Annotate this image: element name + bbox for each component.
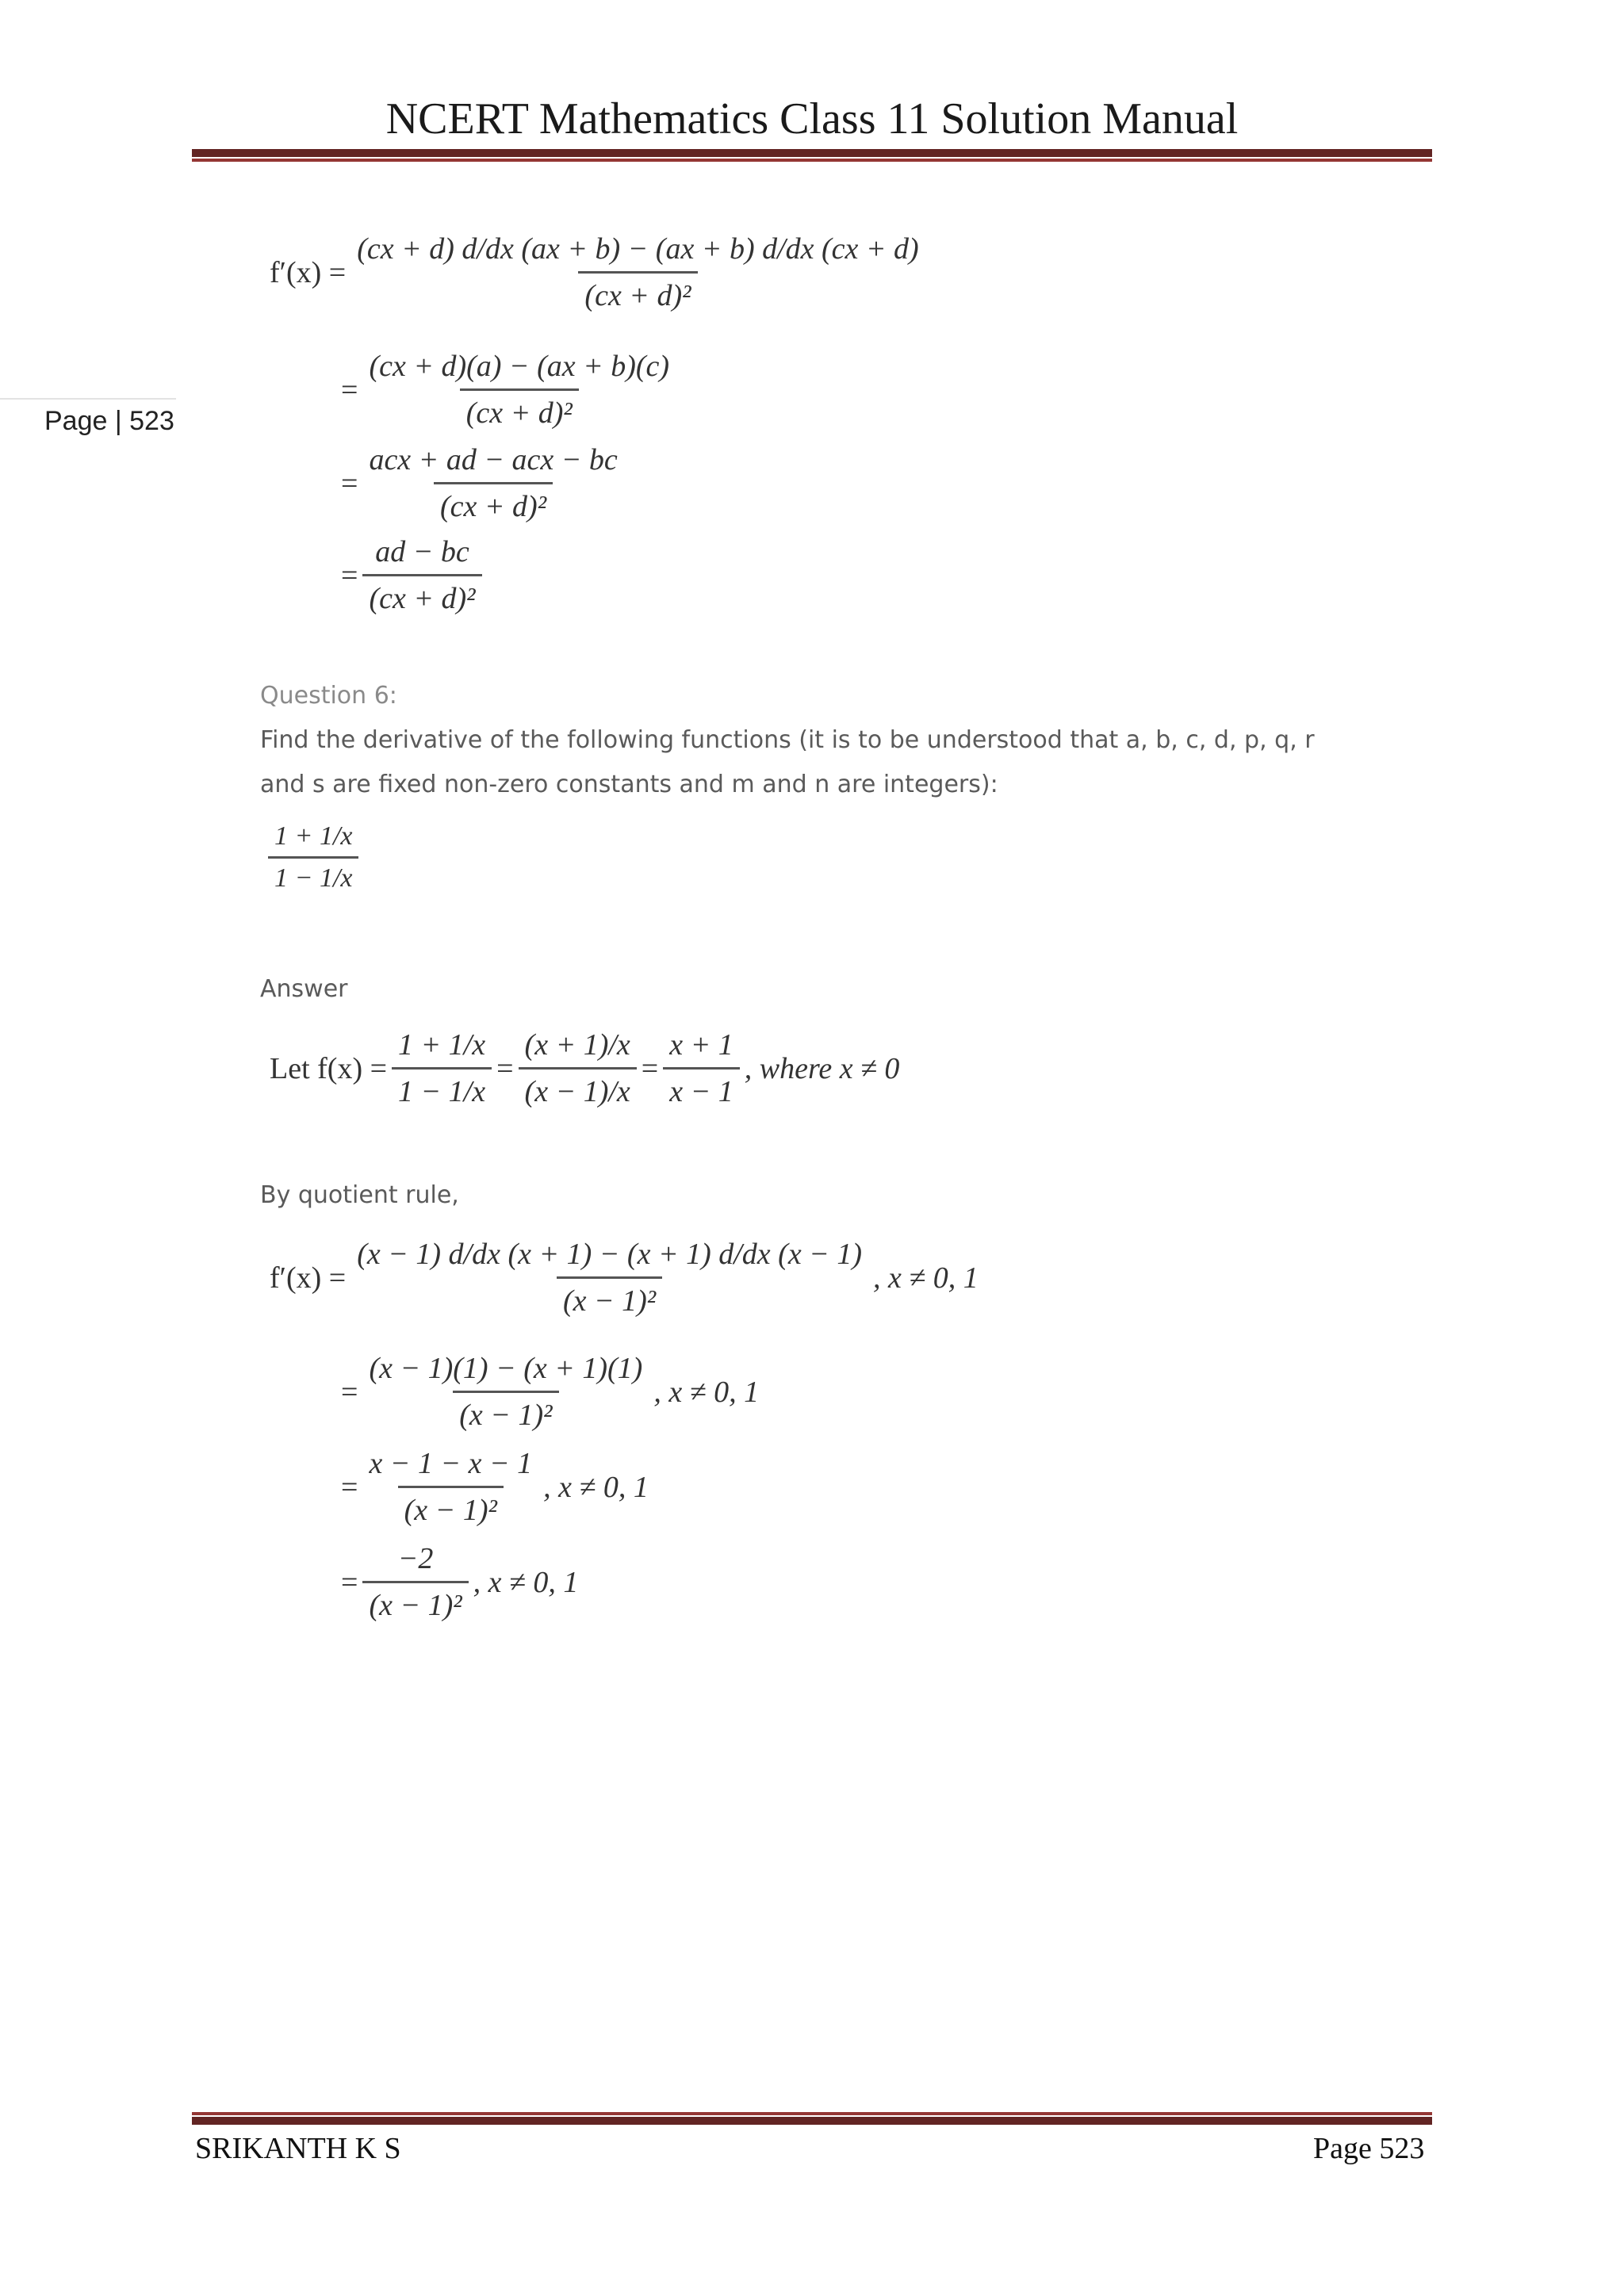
equals-sign: = [341, 1375, 358, 1409]
equals-sign: = [341, 466, 358, 500]
block1-step4-denominator: (cx + d)² [362, 574, 481, 616]
question-function-denominator: 1 − 1/x [268, 856, 358, 894]
answer-fraction-1-numerator: 1 + 1/x [398, 1028, 486, 1062]
answer-label: Answer [260, 975, 348, 1003]
block2-step3 [341, 1446, 649, 1528]
quotient-rule-label: By quotient rule, [260, 1181, 459, 1209]
question-function-numerator: 1 + 1/x [274, 821, 353, 851]
block2-step4-denominator: (x − 1)² [362, 1581, 468, 1623]
margin-divider [0, 398, 176, 400]
block2-step3-denominator: (x − 1)² [398, 1486, 504, 1528]
block2-step2-numerator: (x − 1)(1) − (x + 1)(1) [369, 1352, 643, 1385]
block1-step2-numerator: (cx + d)(a) − (ax + b)(c) [369, 350, 670, 383]
equals-sign: = [496, 1051, 514, 1085]
answer-fraction-1 [392, 1027, 492, 1109]
block1-step1-fraction [350, 232, 925, 313]
block1-lhs: f′(x) = [270, 255, 347, 289]
answer-fraction-3-denominator: x − 1 [663, 1067, 740, 1109]
block2-step4-numerator: −2 [397, 1542, 434, 1575]
margin-page-label: Page | 523 [44, 406, 174, 436]
block2-lhs: f′(x) = [270, 1261, 347, 1295]
answer-fraction-3 [663, 1027, 740, 1109]
block2-step3-fraction [362, 1446, 538, 1528]
block2-step2-fraction [362, 1351, 649, 1433]
answer-fraction-2 [519, 1027, 637, 1109]
header-rule-thick [192, 149, 1432, 157]
block2-condition: , x ≠ 0, 1 [473, 1565, 579, 1599]
block2-step2-denominator: (x − 1)² [453, 1391, 558, 1433]
answer-fraction-2-numerator: (x + 1)/x [524, 1028, 630, 1062]
block2-step1-denominator: (x − 1)² [557, 1276, 662, 1318]
block1-step1 [270, 232, 930, 313]
block1-step2-fraction [362, 349, 676, 430]
answer-fraction-1-denominator: 1 − 1/x [392, 1067, 492, 1109]
block2-step1 [270, 1237, 979, 1318]
question-function-fraction [268, 821, 358, 894]
question-text-line1: Find the derivative of the following functions (it is to be understood that a, b, c, d, p, q, r [260, 726, 1315, 754]
footer-author: SRIKANTH K S [195, 2132, 401, 2165]
block1-step3-fraction [362, 442, 623, 524]
block1-step3-denominator: (cx + d)² [434, 482, 553, 524]
block2-step4 [341, 1541, 578, 1623]
block1-step4 [341, 534, 487, 616]
answer-let-statement [270, 1027, 899, 1109]
answer-let-lhs: Let f(x) = [270, 1051, 388, 1085]
question-text-line2: and s are fixed non-zero constants and m and n are integers): [260, 771, 998, 798]
block2-condition: , x ≠ 0, 1 [872, 1261, 979, 1295]
answer-fraction-3-numerator: x + 1 [669, 1028, 733, 1062]
question-function [263, 821, 363, 894]
block2-step1-numerator: (x − 1) d/dx (x + 1) − (x + 1) d/dx (x − 1) [357, 1238, 862, 1271]
block2-step1-fraction [350, 1237, 868, 1318]
answer-where-clause: , where x ≠ 0 [744, 1051, 900, 1085]
equals-sign: = [641, 1051, 659, 1085]
block1-step4-fraction [362, 534, 481, 616]
block1-step1-numerator: (cx + d) d/dx (ax + b) − (ax + b) d/dx (cx + d) [357, 232, 919, 266]
block2-step2 [341, 1351, 759, 1433]
block1-step1-denominator: (cx + d)² [578, 271, 697, 313]
answer-fraction-2-denominator: (x − 1)/x [519, 1067, 637, 1109]
footer-page-number: Page 523 [1313, 2132, 1425, 2165]
document-title: NCERT Mathematics Class 11 Solution Manual [385, 94, 1239, 144]
equals-sign: = [341, 1565, 358, 1599]
footer-rule-thick [192, 2117, 1432, 2125]
header-rule-thin [192, 159, 1432, 162]
block2-step3-numerator: x − 1 − x − 1 [369, 1447, 533, 1480]
block2-condition: , x ≠ 0, 1 [653, 1375, 760, 1409]
question-heading: Question 6: [260, 682, 397, 710]
block2-condition: , x ≠ 0, 1 [543, 1470, 649, 1504]
equals-sign: = [341, 1470, 358, 1504]
block1-step3 [341, 442, 629, 524]
block1-step2 [341, 349, 680, 430]
block1-step3-numerator: acx + ad − acx − bc [369, 443, 618, 476]
footer-rule-thin [192, 2112, 1432, 2115]
block2-step4-fraction [362, 1541, 468, 1623]
equals-sign: = [341, 558, 358, 592]
equals-sign: = [341, 373, 358, 407]
block1-step4-numerator: ad − bc [375, 535, 469, 568]
block1-step2-denominator: (cx + d)² [460, 388, 579, 430]
